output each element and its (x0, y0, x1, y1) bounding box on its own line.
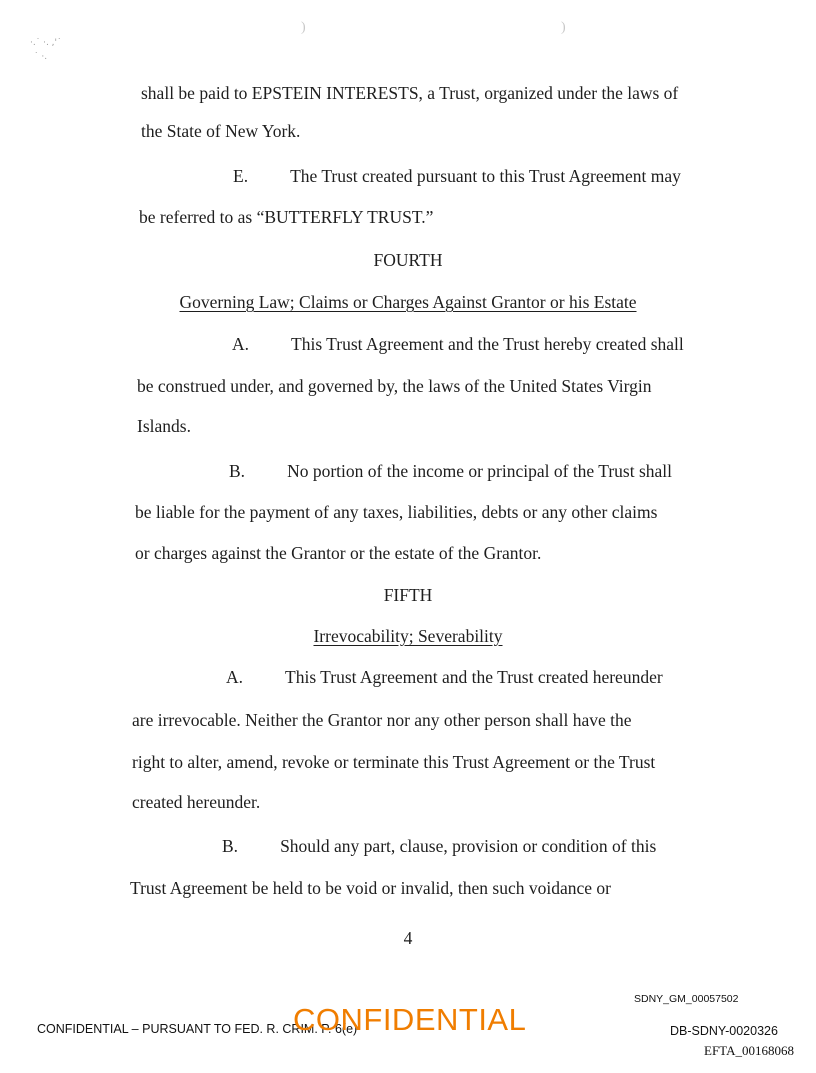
confidential-stamp: CONFIDENTIAL (293, 1002, 527, 1037)
paragraph-label: A. (226, 667, 244, 687)
paragraph-a (232, 334, 684, 354)
paragraph-text: This Trust Agreement and the Trust hereby created shall (291, 334, 684, 354)
body-line: be referred to as “BUTTERFLY TRUST.” (139, 207, 434, 227)
paragraph-label: A. (232, 334, 250, 354)
body-line: created hereunder. (132, 792, 261, 812)
body-line: Trust Agreement be held to be void or invalid, then such voidance or (130, 878, 611, 898)
paragraph-text: The Trust created pursuant to this Trust Agreement may (290, 166, 681, 186)
bates-number-top: SDNY_GM_00057502 (634, 993, 739, 1005)
paragraph-label: E. (233, 166, 249, 186)
body-line: be liable for the payment of any taxes, liabilities, debts or any other claims (135, 502, 658, 522)
scan-mark: ) (301, 20, 306, 35)
paragraph-b (222, 836, 656, 856)
section-heading: FIFTH (383, 585, 433, 605)
section-subheading: Irrevocability; Severability (313, 626, 503, 646)
paragraph-label: B. (222, 836, 239, 856)
paragraph-e (233, 166, 681, 186)
scan-speck: ˙ ·. (34, 52, 48, 62)
paragraph-b (229, 461, 672, 481)
paragraph-label: B. (229, 461, 246, 481)
confidential-notice: CONFIDENTIAL – PURSUANT TO FED. R. CRIM. P. 6(e) (37, 1022, 358, 1036)
body-line: be construed under, and governed by, the laws of the United States Virgin (137, 376, 652, 396)
efta-number: EFTA_00168068 (704, 1043, 794, 1058)
body-line: shall be paid to EPSTEIN INTERESTS, a Trust, organized under the laws of (141, 83, 679, 103)
section-subheading: Governing Law; Claims or Charges Against Grantor or his Estate (179, 292, 637, 312)
scan-mark: ) (561, 20, 566, 35)
paragraph-text: This Trust Agreement and the Trust created hereunder (285, 667, 663, 687)
body-line: the State of New York. (141, 121, 301, 141)
paragraph-text: Should any part, clause, provision or condition of this (280, 836, 657, 856)
paragraph-text: No portion of the income or principal of the Trust shall (287, 461, 673, 481)
page-number: 4 (403, 928, 413, 948)
body-line: or charges against the Grantor or the estate of the Grantor. (135, 543, 542, 563)
bates-number-right: DB-SDNY-0020326 (670, 1024, 778, 1038)
body-line: Islands. (137, 416, 191, 436)
section-heading: FOURTH (373, 250, 443, 270)
body-line: right to alter, amend, revoke or terminate this Trust Agreement or the Trust (132, 752, 656, 772)
paragraph-a (226, 667, 663, 687)
scan-speck: ·.˙ ·. ,'˙ (30, 38, 62, 48)
body-line: are irrevocable. Neither the Grantor nor any other person shall have the (132, 710, 632, 730)
